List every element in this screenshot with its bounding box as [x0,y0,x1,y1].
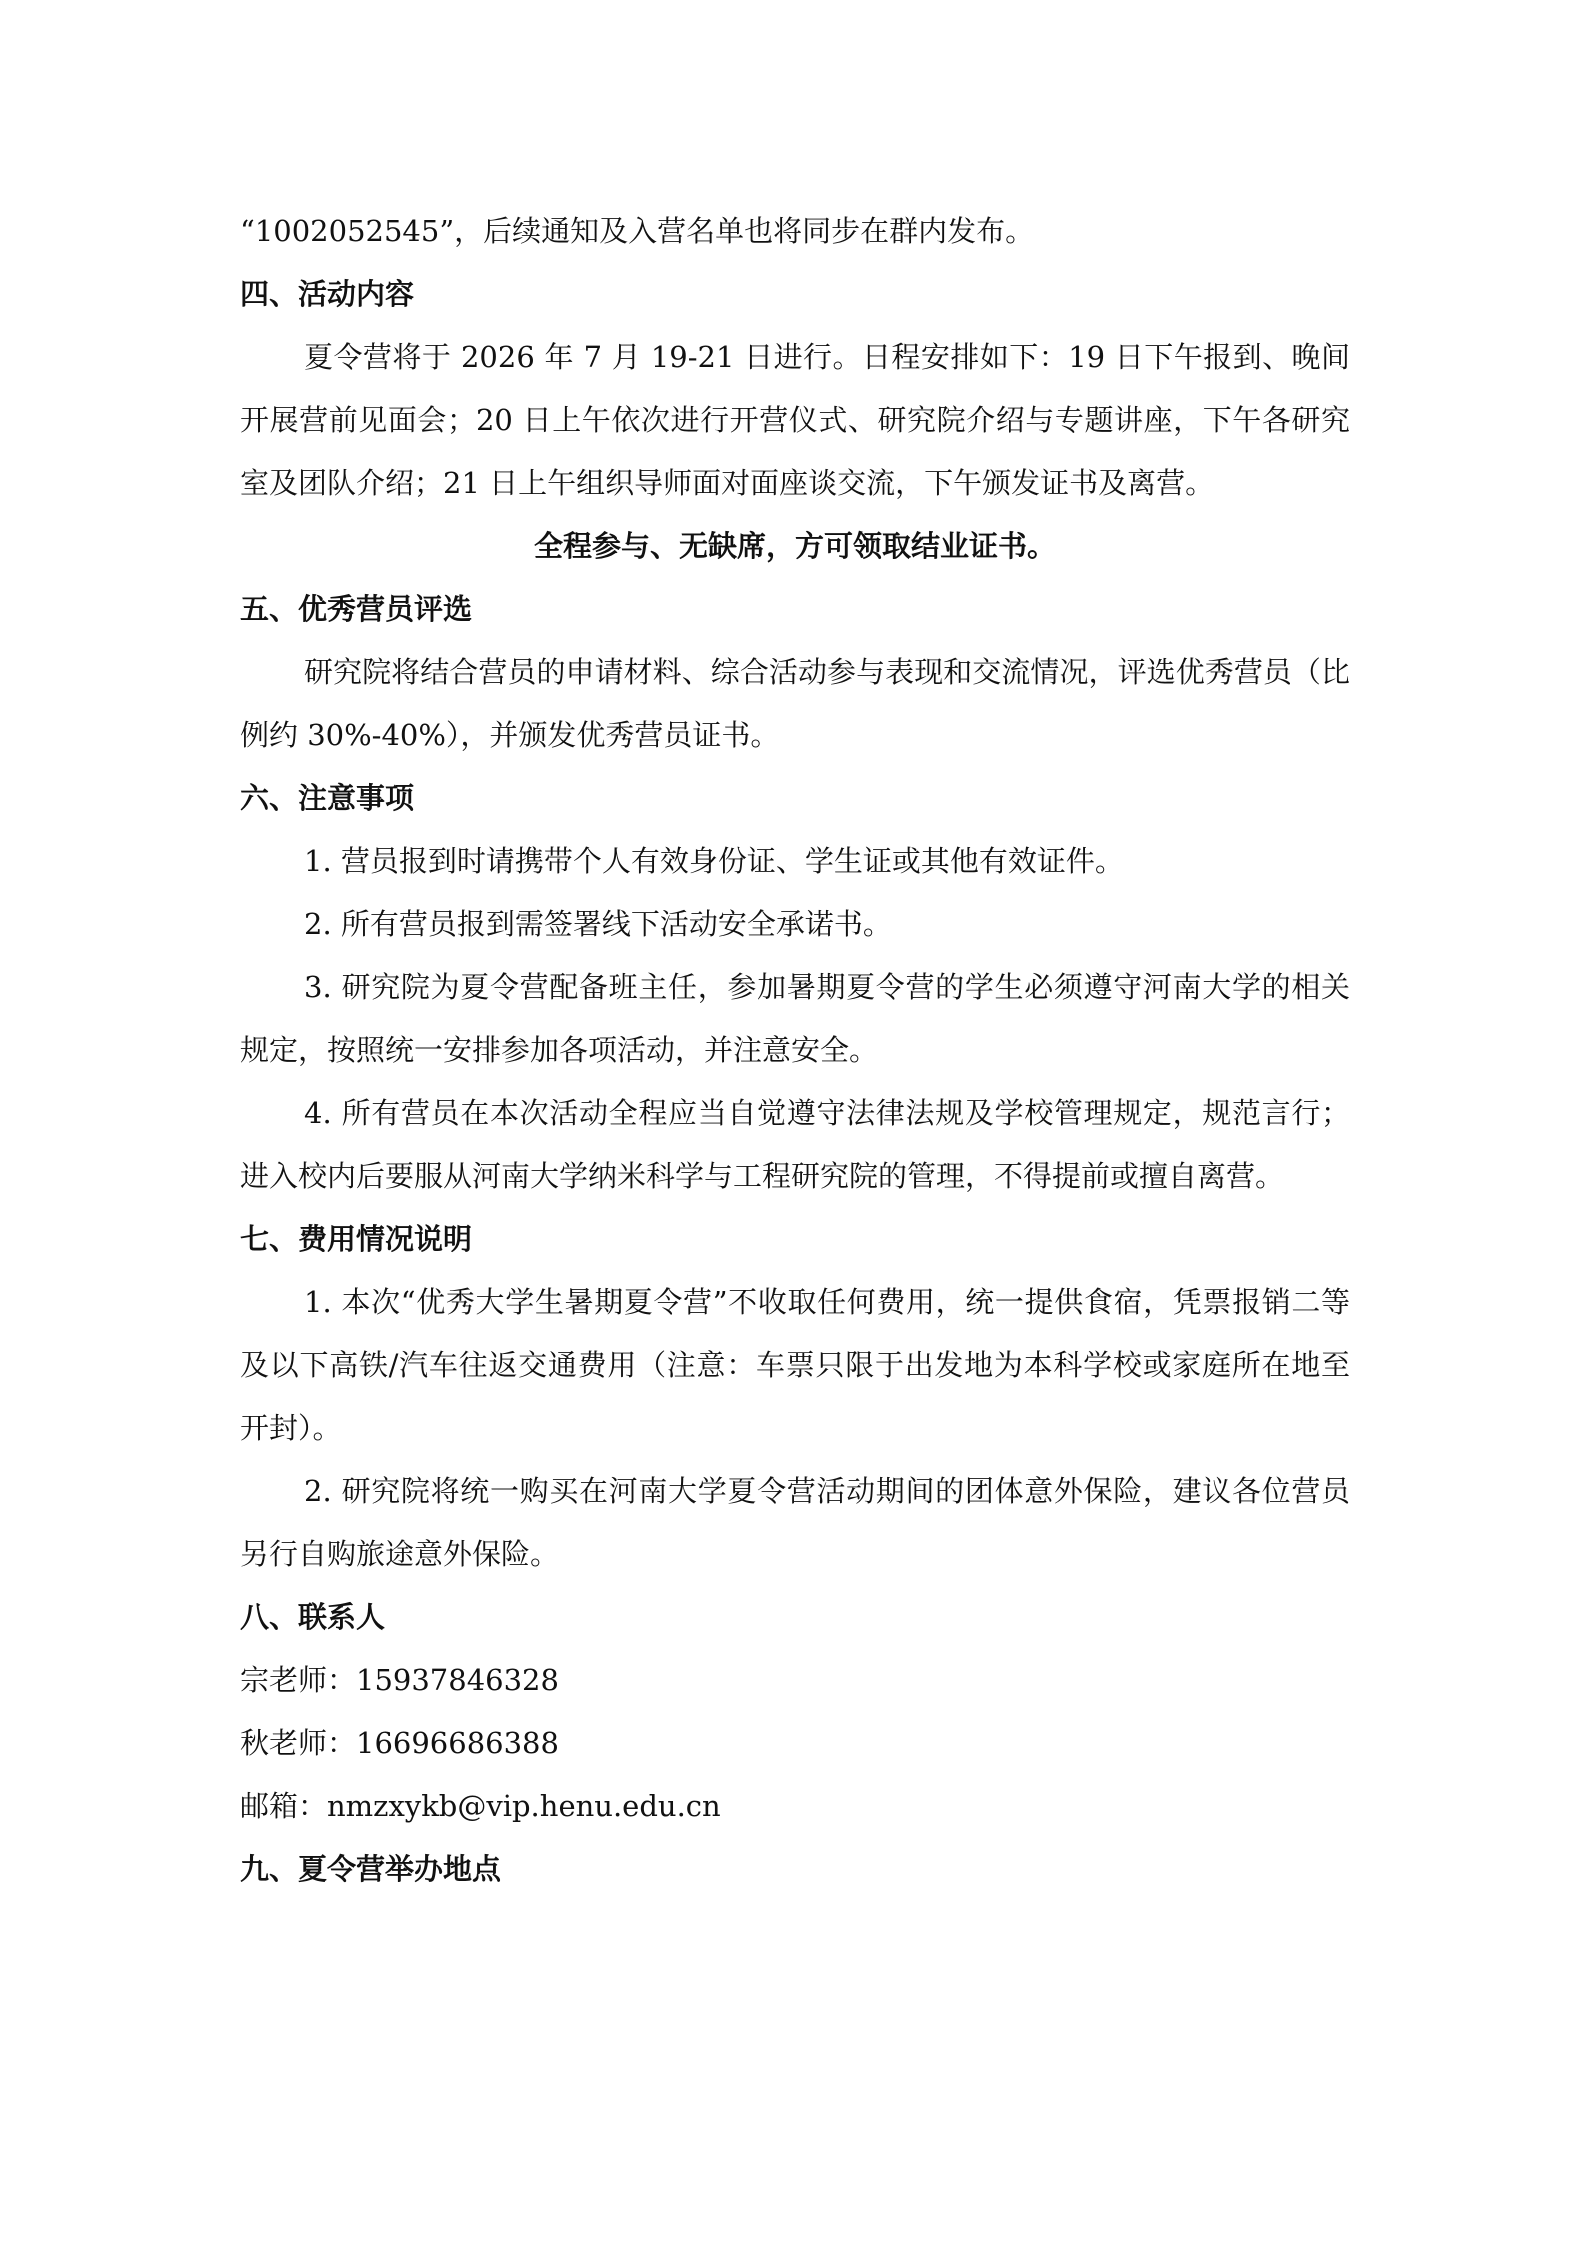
section-heading-notes: 六、注意事项 [240,781,415,815]
section-heading-venue: 九、夏令营举办地点 [240,1852,502,1886]
activity-paragraph: 夏令营将于 2026 年 7 月 19-21 日进行。日程安排如下：19 日下午报到、晚间开展营前见面会；20 日上午依次进行开营仪式、研究院介绍与专题讲座，下午各研究室及团队介绍；21 日上午组织导师面对面座谈交流，下午颁发证书及离营。 [240,340,1350,500]
section-heading-contacts: 八、联系人 [240,1600,386,1634]
fee-item-2: 2. 研究院将统一购买在河南大学夏令营活动期间的团体意外保险，建议各位营员另行自购旅途意外保险。 [240,1474,1350,1571]
note-item-3: 3. 研究院为夏令营配备班主任，参加暑期夏令营的学生必须遵守河南大学的相关规定，按照统一安排参加各项活动，并注意安全。 [240,970,1350,1067]
document-body [240,200,1350,1901]
note-item-2: 2. 所有营员报到需签署线下活动安全承诺书。 [304,907,892,941]
certificate-note: 全程参与、无缺席，方可领取结业证书。 [533,529,1056,563]
contact-zong: 宗老师：15937846328 [240,1663,559,1697]
intro-line: “1002052545”，后续通知及入营名单也将同步在群内发布。 [240,214,1035,248]
note-item-1: 1. 营员报到时请携带个人有效身份证、学生证或其他有效证件。 [304,844,1124,878]
selection-paragraph: 研究院将结合营员的申请材料、综合活动参与表现和交流情况，评选优秀营员（比例约 30%-40%），并颁发优秀营员证书。 [240,655,1350,752]
contact-qiu: 秋老师：16696686388 [240,1726,559,1760]
note-item-4: 4. 所有营员在本次活动全程应当自觉遵守法律法规及学校管理规定，规范言行；进入校内后要服从河南大学纳米科学与工程研究院的管理，不得提前或擅自离营。 [240,1096,1350,1193]
contact-email: 邮箱：nmzxykb@vip.henu.edu.cn [240,1789,721,1823]
section-heading-fees: 七、费用情况说明 [240,1222,473,1256]
section-heading-selection: 五、优秀营员评选 [240,592,473,626]
section-heading-activity: 四、活动内容 [240,277,415,311]
fee-item-1: 1. 本次“优秀大学生暑期夏令营”不收取任何费用，统一提供食宿，凭票报销二等及以下高铁/汽车往返交通费用（注意：车票只限于出发地为本科学校或家庭所在地至开封）。 [240,1285,1350,1445]
